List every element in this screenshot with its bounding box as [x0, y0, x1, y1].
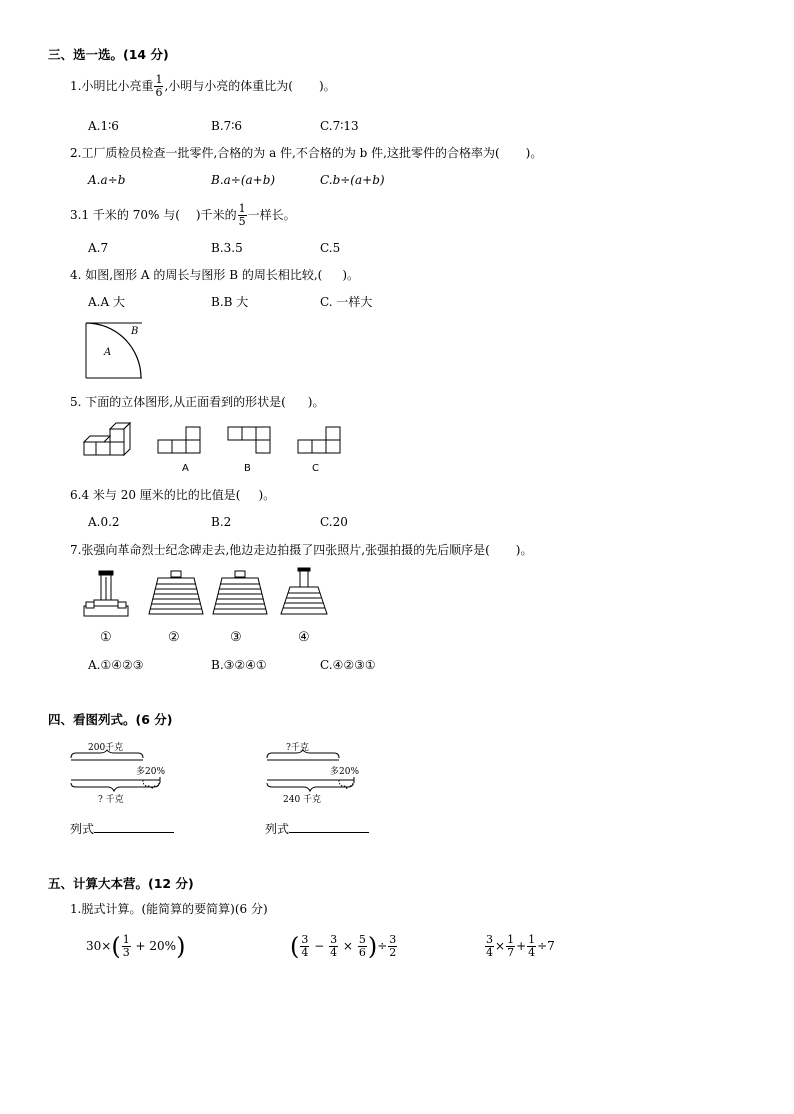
- q5-view-c: [298, 426, 342, 456]
- question-3: 3.1 千米的 70% 与( )千米的 $\frac{1}{5}$ 一样长。: [70, 202, 296, 228]
- q5-view-b: [228, 426, 272, 456]
- q4-option-b: B.B 大: [211, 295, 249, 309]
- q7-photo-label-3: ③: [230, 630, 242, 645]
- question-2: 2.工厂质检员检查一批零件,合格的为 a 件,不合格的为 b 件,这批零件的合格率为( )。: [70, 146, 543, 160]
- section-5-sub-1: 1.脱式计算。(能简算的要简算)(6 分): [70, 902, 268, 916]
- q3-option-a: A.7: [88, 241, 109, 255]
- q3-fraction: $\frac{1}{5}$: [238, 202, 246, 228]
- q6-option-b: B.2: [211, 515, 232, 529]
- q1-text-post: ,小明与小亮的体重比为(: [164, 79, 293, 93]
- question-6: 6.4 米与 20 厘米的比的比值是( )。: [70, 488, 276, 502]
- q6-option-c: C.20: [320, 515, 348, 529]
- q7-photo-label-1: ①: [100, 630, 112, 645]
- q7-photo-label-2: ②: [168, 630, 180, 645]
- q6-option-a: A.0.2: [88, 515, 120, 529]
- q1-text-pre: 1.小明比小亮重: [70, 79, 154, 93]
- q5-solid-figure: [84, 422, 134, 462]
- section-4-title: 四、看图列式。(6 分): [48, 712, 173, 727]
- q5-label-c: C: [312, 463, 319, 474]
- q7-photo-4-monument-steps: [280, 568, 330, 618]
- formula-1-blank[interactable]: [94, 820, 174, 833]
- q5-view-a: [158, 426, 202, 456]
- section-3-title: 三、选一选。(14 分): [48, 47, 169, 62]
- q4-label-a: A: [104, 347, 112, 358]
- q2-option-a: A.a÷b: [88, 173, 126, 187]
- q7-option-b: B.③②④①: [211, 658, 267, 672]
- q1-option-b: B.7∶6: [211, 119, 243, 133]
- diagram-1-more-label: 多20%: [136, 767, 166, 777]
- diagram-2-more-label: 多20%: [330, 767, 360, 777]
- q7-photo-3-steps: [212, 570, 268, 618]
- q1-option-c: C.7∶13: [320, 119, 359, 133]
- q7-option-a: A.①④②③: [88, 658, 144, 672]
- diagram-2-top-label: ?千克: [286, 743, 309, 753]
- q2-option-b: B.a÷(a+b): [211, 173, 276, 187]
- q3-option-b: B.3.5: [211, 241, 243, 255]
- section-5-title: 五、计算大本营。(12 分): [48, 876, 194, 891]
- q4-option-c: C. 一样大: [320, 295, 373, 309]
- q4-option-a: A.A 大: [88, 295, 125, 309]
- question-7: 7.张强向革命烈士纪念碑走去,他边走边拍摄了四张照片,张强拍摄的先后顺序是( )。: [70, 543, 533, 557]
- q7-photo-2-steps: [148, 570, 204, 618]
- formula-2: 列式: [265, 820, 369, 837]
- question-5: 5. 下面的立体图形,从正面看到的形状是( )。: [70, 395, 325, 409]
- formula-1: 列式: [70, 820, 174, 837]
- q7-photo-label-4: ④: [298, 630, 310, 645]
- q5-label-b: B: [244, 463, 251, 474]
- q1-option-a: A.1∶6: [88, 119, 119, 133]
- q4-label-b: B: [131, 326, 139, 337]
- diagram-1-bottom-label: ? 千克: [98, 795, 124, 805]
- diagram-1-top-label: 200千克: [88, 743, 124, 753]
- expression-2: ( $\frac{3}{4}$ − $\frac{3}{4}$ × $\frac{5}{6}$ )÷ $\frac{3}{2}$: [290, 932, 397, 961]
- question-4: 4. 如图,图形 A 的周长与图形 B 的周长相比较,( )。: [70, 268, 360, 282]
- q1-fraction: $\frac{1}{6}$: [155, 73, 163, 99]
- q7-option-c: C.④②③①: [320, 658, 376, 672]
- expression-1: 30×( $\frac{1}{3}$ + 20%): [86, 932, 186, 961]
- q5-label-a: A: [182, 463, 189, 474]
- diagram-2-bottom-label: 240 千克: [283, 795, 322, 805]
- q7-photo-1-monument: [84, 570, 130, 618]
- q2-option-c: C.b÷(a+b): [320, 173, 385, 187]
- formula-2-blank[interactable]: [289, 820, 369, 833]
- expression-3: $\frac{3}{4}$ × $\frac{1}{7}$ + $\frac{1}{4}$ ÷7: [486, 933, 555, 959]
- q3-option-c: C.5: [320, 241, 341, 255]
- q4-quarter-circle-figure: [86, 320, 150, 382]
- question-1: 1.小明比小亮重 $\frac{1}{6}$ ,小明与小亮的体重比为( )。: [70, 73, 336, 99]
